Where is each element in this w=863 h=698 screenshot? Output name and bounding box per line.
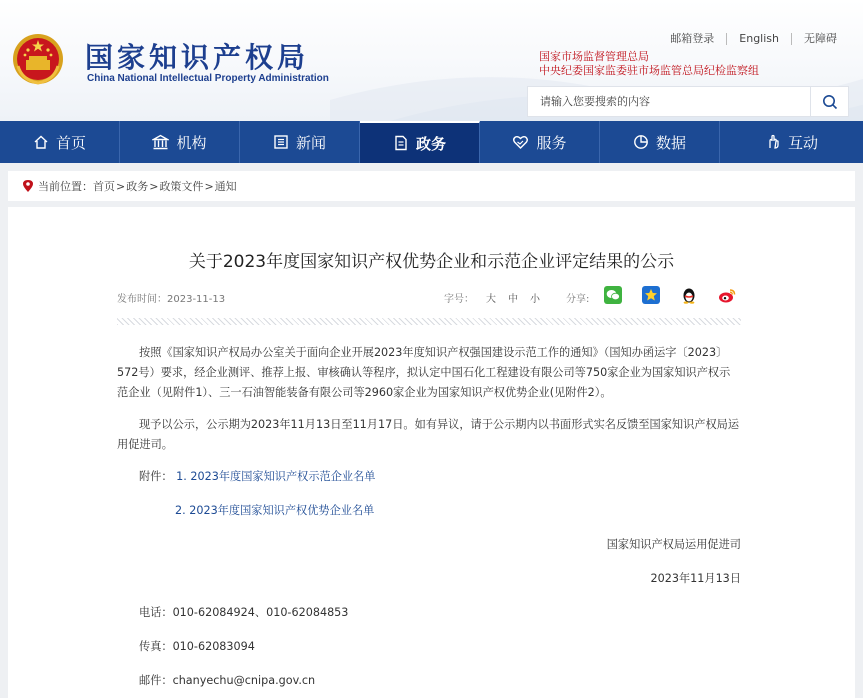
top-links <box>658 33 849 45</box>
nav-government-affairs-label: 政务 <box>415 134 446 153</box>
article-paragraph-2: 现予以公示，公示期为2023年11月13日至11月17日。如有异议，请于公示期内以书面形式实名反馈至国家知识产权局运用促进司。 <box>117 418 740 451</box>
nav-government-affairs[interactable] <box>360 121 480 163</box>
nav-home[interactable] <box>0 121 120 163</box>
accessibility-link[interactable]: 无障碍 <box>791 33 849 45</box>
national-emblem-icon[interactable] <box>12 32 64 86</box>
divider <box>117 318 741 325</box>
nav-services[interactable] <box>480 121 600 163</box>
building-icon <box>152 134 169 150</box>
main-nav <box>0 121 863 163</box>
site-header <box>0 0 863 121</box>
nav-news-label: 新闻 <box>295 133 326 152</box>
contact-fax: 传真：010-62083094 <box>139 640 255 653</box>
news-icon <box>273 134 289 150</box>
document-icon <box>393 135 409 151</box>
breadcrumb-prefix: 当前位置： <box>38 180 93 193</box>
site-logo-text[interactable]: 国家知识产权局 <box>85 41 310 74</box>
nav-organization-label: 机构 <box>176 133 207 152</box>
pie-chart-icon <box>633 134 649 150</box>
contact-phone: 电话：010-62084924、010-62084853 <box>139 606 349 619</box>
search-button[interactable] <box>810 87 848 116</box>
discipline-inspection-link[interactable]: 中央纪委国家监委驻市场监管总局纪检监察组 <box>539 64 759 77</box>
font-size-control <box>444 290 540 305</box>
breadcrumb <box>8 171 855 201</box>
related-org-links <box>539 50 759 78</box>
hand-icon <box>765 134 781 150</box>
signing-organization: 国家知识产权局运用促进司 <box>606 538 741 551</box>
nav-services-label: 服务 <box>536 133 567 152</box>
wechat-icon <box>606 289 620 301</box>
article-title: 关于2023年度国家知识产权优势企业和示范企业评定结果的公示 <box>188 252 675 272</box>
attachment-row-2 <box>117 501 741 521</box>
breadcrumb-separator: > <box>116 179 126 193</box>
breadcrumb-separator: > <box>204 179 214 193</box>
attachment-label: 附件： <box>139 470 173 483</box>
article-card <box>8 207 855 698</box>
share-icons <box>604 286 756 304</box>
search-icon <box>822 94 838 110</box>
wechat-share-button[interactable] <box>604 286 622 304</box>
weibo-share-button[interactable] <box>718 286 736 304</box>
breadcrumb-notice[interactable]: 通知 <box>214 180 237 193</box>
handshake-icon <box>512 134 529 150</box>
search-input[interactable] <box>528 87 810 116</box>
font-size-large[interactable]: 大 <box>486 294 496 305</box>
font-size-small[interactable]: 小 <box>530 294 540 305</box>
home-icon <box>33 134 49 150</box>
publish-date: 发布时间：2023-11-13 <box>117 294 226 305</box>
nav-interaction[interactable] <box>720 121 863 163</box>
font-size-medium[interactable]: 中 <box>508 294 518 305</box>
breadcrumb-separator: > <box>149 179 159 193</box>
article-meta <box>117 288 741 308</box>
breadcrumb-government-affairs[interactable]: 政务 <box>126 180 149 193</box>
breadcrumb-policy-documents[interactable]: 政策文件 <box>159 180 204 193</box>
nav-data[interactable] <box>600 121 720 163</box>
signing-date: 2023年11月13日 <box>650 572 741 585</box>
weibo-icon <box>718 288 736 303</box>
qq-penguin-icon <box>681 287 697 304</box>
contact-email: 邮件：chanyechu@cnipa.gov.cn <box>139 674 316 687</box>
search-box <box>527 86 849 117</box>
breadcrumb-home[interactable]: 首页 <box>93 180 115 193</box>
nav-organization[interactable] <box>120 121 240 163</box>
nav-home-label: 首页 <box>55 133 86 152</box>
english-link[interactable]: English <box>726 33 791 45</box>
samr-link[interactable]: 国家市场监督管理总局 <box>539 50 649 63</box>
qq-share-button[interactable] <box>680 286 698 304</box>
nav-data-label: 数据 <box>655 133 686 152</box>
attachment-link-2[interactable]: 2. 2023年度国家知识产权优势企业名单 <box>175 504 375 517</box>
qzone-star-icon <box>644 288 658 302</box>
article-paragraph-1: 按照《国家知识产权局办公室关于面向企业开展2023年度知识产权强国建设示范工作的通知》（国知办函运字〔2023〕572号）要求，经企业测评、推荐上报、审核确认等程序，拟认定中国石化工程建设有限公司等750家企业为国家知识产权示范企业（见附件1）、三一石油智能装备有限公司等2960家企业为国家知识产权优势企业(见附件2）。 <box>117 346 731 399</box>
mail-login-link[interactable]: 邮箱登录 <box>670 32 715 45</box>
nav-interaction-label: 互动 <box>787 133 818 152</box>
site-logo-english[interactable]: China National Intellectual Property Administration <box>87 73 329 84</box>
article-body <box>117 343 741 691</box>
share-label: 分享: <box>566 294 590 305</box>
qzone-share-button[interactable] <box>642 286 660 304</box>
attachment-row-1 <box>117 467 741 487</box>
nav-news[interactable] <box>240 121 360 163</box>
font-size-label: 字号： <box>444 294 474 305</box>
attachment-link-1[interactable]: 1. 2023年度国家知识产权示范企业名单 <box>176 470 376 483</box>
location-pin-icon <box>22 179 34 193</box>
